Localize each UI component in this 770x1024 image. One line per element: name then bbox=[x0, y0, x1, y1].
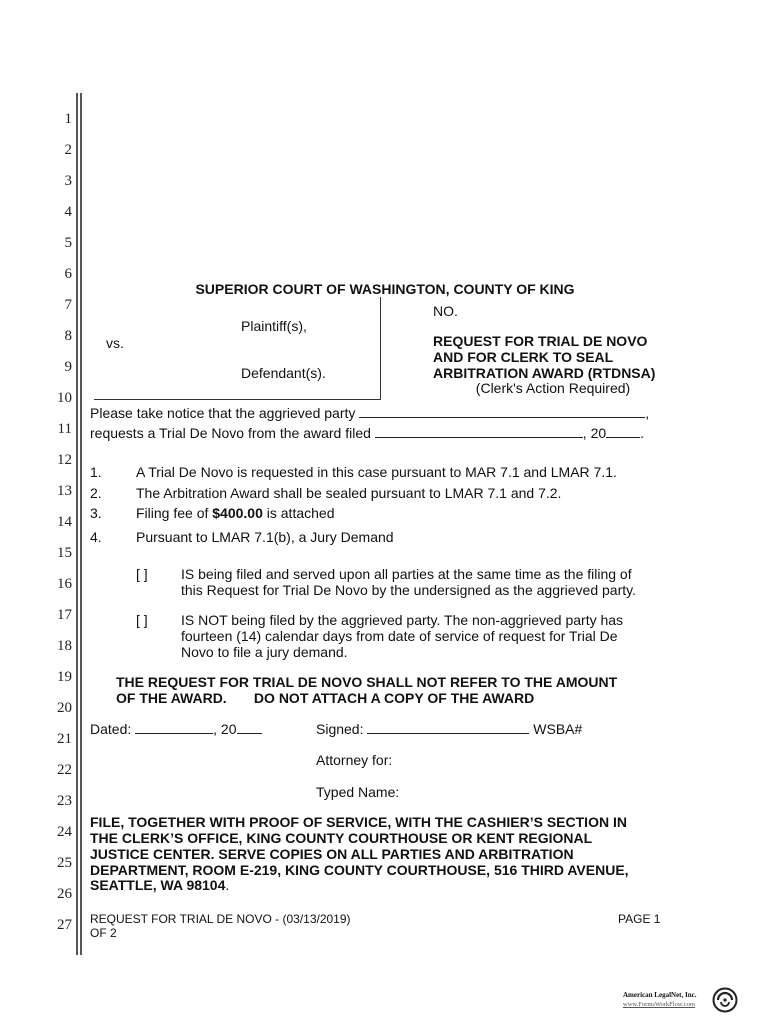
left-margin-rule bbox=[76, 93, 78, 955]
line-number: 2 bbox=[64, 142, 72, 158]
caption-underline bbox=[94, 399, 381, 400]
filing-fee-amount: $400.00 bbox=[212, 505, 263, 521]
footer-of-pages: OF 2 bbox=[90, 926, 117, 940]
line-number: 21 bbox=[57, 731, 72, 747]
line-number: 27 bbox=[57, 917, 72, 933]
vs-label: vs. bbox=[106, 335, 124, 351]
line-number: 26 bbox=[57, 886, 72, 902]
filing-instructions-line4: DEPARTMENT, ROOM E-219, KING COUNTY COURTHOUSE, 516 THIRD AVENUE, bbox=[90, 862, 629, 878]
document-title-line3: ARBITRATION AWARD (RTDNSA) bbox=[433, 365, 656, 381]
legalnet-logo-icon bbox=[712, 987, 738, 1013]
line-number: 1 bbox=[64, 111, 72, 127]
publisher-logo bbox=[618, 985, 740, 1015]
award-year-blank[interactable] bbox=[606, 426, 640, 438]
notice-line-award-filed bbox=[90, 425, 644, 441]
item-text-filing-fee bbox=[136, 505, 334, 521]
left-margin-rule-inner bbox=[80, 93, 82, 955]
court-title: SUPERIOR COURT OF WASHINGTON, COUNTY OF KING bbox=[195, 281, 575, 297]
line-number: 18 bbox=[57, 638, 72, 654]
checkbox-text: Novo to file a jury demand. bbox=[181, 644, 348, 660]
case-number-label: NO. bbox=[433, 303, 458, 319]
line-number: 15 bbox=[57, 545, 72, 561]
item-text: Pursuant to LMAR 7.1(b), a Jury Demand bbox=[136, 529, 394, 545]
notice-period: . bbox=[640, 425, 645, 441]
signature-blank[interactable] bbox=[367, 722, 529, 734]
publisher-url[interactable]: www.FormsWorkFlow.com bbox=[623, 1001, 695, 1008]
line-number: 9 bbox=[64, 359, 72, 375]
notice-award-prefix: requests a Trial De Novo from the award filed bbox=[90, 425, 371, 441]
wsba-label: WSBA# bbox=[533, 721, 583, 737]
line-number: 14 bbox=[57, 514, 72, 530]
typed-name-label: Typed Name: bbox=[316, 784, 400, 800]
checkbox-text: fourteen (14) calendar days from date of service of request for Trial De bbox=[181, 628, 618, 644]
line-number: 17 bbox=[57, 607, 72, 623]
warning-line2: OF THE AWARD. DO NOT ATTACH A COPY OF THE AWARD bbox=[116, 690, 535, 706]
line-number: 12 bbox=[57, 452, 72, 468]
line-number: 24 bbox=[57, 824, 72, 840]
line-number: 13 bbox=[57, 483, 72, 499]
item-number: 3. bbox=[90, 505, 102, 521]
clerk-action-note: (Clerk's Action Required) bbox=[475, 380, 631, 396]
filing-fee-suffix: is attached bbox=[266, 505, 335, 521]
jury-demand-not-filed-checkbox[interactable]: [ ] bbox=[136, 612, 148, 628]
plaintiff-label: Plaintiff(s), bbox=[241, 318, 307, 334]
warning-line1: THE REQUEST FOR TRIAL DE NOVO SHALL NOT REFER TO THE AMOUNT bbox=[116, 674, 618, 690]
line-number: 20 bbox=[57, 700, 72, 716]
notice-prefix: Please take notice that the aggrieved party bbox=[90, 405, 356, 421]
line-number: 22 bbox=[57, 762, 72, 778]
checkbox-text: IS NOT being filed by the aggrieved party. The non-aggrieved party has bbox=[181, 612, 624, 628]
dated-year-blank[interactable] bbox=[237, 722, 262, 734]
award-filed-date-blank[interactable] bbox=[375, 426, 583, 438]
line-number: 23 bbox=[57, 793, 72, 809]
item-text: The Arbitration Award shall be sealed pursuant to LMAR 7.1 and 7.2. bbox=[136, 485, 562, 501]
footer-page-label: PAGE 1 bbox=[618, 912, 661, 926]
notice-comma: , bbox=[645, 405, 650, 421]
line-number: 10 bbox=[57, 390, 72, 406]
document-title-line2: AND FOR CLERK TO SEAL bbox=[433, 349, 614, 365]
filing-instructions-line5 bbox=[90, 877, 229, 893]
line-number: 19 bbox=[57, 669, 72, 685]
filing-instructions-line1: FILE, TOGETHER WITH PROOF OF SERVICE, WITH THE CASHIER’S SECTION IN bbox=[90, 814, 627, 830]
line-number: 4 bbox=[64, 204, 72, 220]
item-number: 4. bbox=[90, 529, 102, 545]
line-number: 11 bbox=[57, 421, 72, 437]
line-number: 25 bbox=[57, 855, 72, 871]
line-number: 8 bbox=[64, 328, 72, 344]
publisher-name: American LegalNet, Inc. bbox=[623, 991, 697, 999]
notice-line-aggrieved-party bbox=[90, 405, 649, 421]
jury-demand-filed-checkbox[interactable]: [ ] bbox=[136, 566, 148, 582]
line-number: 5 bbox=[64, 235, 72, 251]
item-number: 2. bbox=[90, 485, 102, 501]
dated-year-label: , 20 bbox=[213, 721, 237, 737]
checkbox-text: this Request for Trial De Novo by the undersigned as the aggrieved party. bbox=[181, 582, 636, 598]
dated-label: Dated: bbox=[90, 721, 132, 737]
line-number: 6 bbox=[64, 266, 72, 282]
line-number: 3 bbox=[64, 173, 72, 189]
caption-divider bbox=[380, 297, 381, 400]
checkbox-text: IS being filed and served upon all parties at the same time as the filing of bbox=[181, 566, 632, 582]
signed-label: Signed: bbox=[316, 721, 364, 737]
filing-period: . bbox=[225, 877, 230, 893]
line-number: 7 bbox=[64, 297, 72, 313]
aggrieved-party-blank[interactable] bbox=[359, 406, 645, 418]
defendant-label: Defendant(s). bbox=[241, 365, 326, 381]
dated-line bbox=[90, 721, 262, 737]
filing-instructions-line3: JUSTICE CENTER. SERVE COPIES ON ALL PARTIES AND ARBITRATION bbox=[90, 846, 574, 862]
filing-fee-prefix: Filing fee of bbox=[136, 505, 209, 521]
notice-year-label: , 20 bbox=[582, 425, 607, 441]
filing-instructions-line2: THE CLERK’S OFFICE, KING COUNTY COURTHOUSE OR KENT REGIONAL bbox=[90, 830, 593, 846]
dated-blank[interactable] bbox=[135, 722, 213, 734]
document-title-line1: REQUEST FOR TRIAL DE NOVO bbox=[433, 333, 648, 349]
item-number: 1. bbox=[90, 464, 102, 480]
attorney-for-label: Attorney for: bbox=[316, 752, 393, 768]
signed-line bbox=[316, 721, 582, 737]
line-number: 16 bbox=[57, 576, 72, 592]
filing-address-end: SEATTLE, WA 98104 bbox=[90, 877, 226, 893]
item-text: A Trial De Novo is requested in this case pursuant to MAR 7.1 and LMAR 7.1. bbox=[136, 464, 617, 480]
footer-form-title: REQUEST FOR TRIAL DE NOVO - (03/13/2019) bbox=[90, 912, 351, 926]
